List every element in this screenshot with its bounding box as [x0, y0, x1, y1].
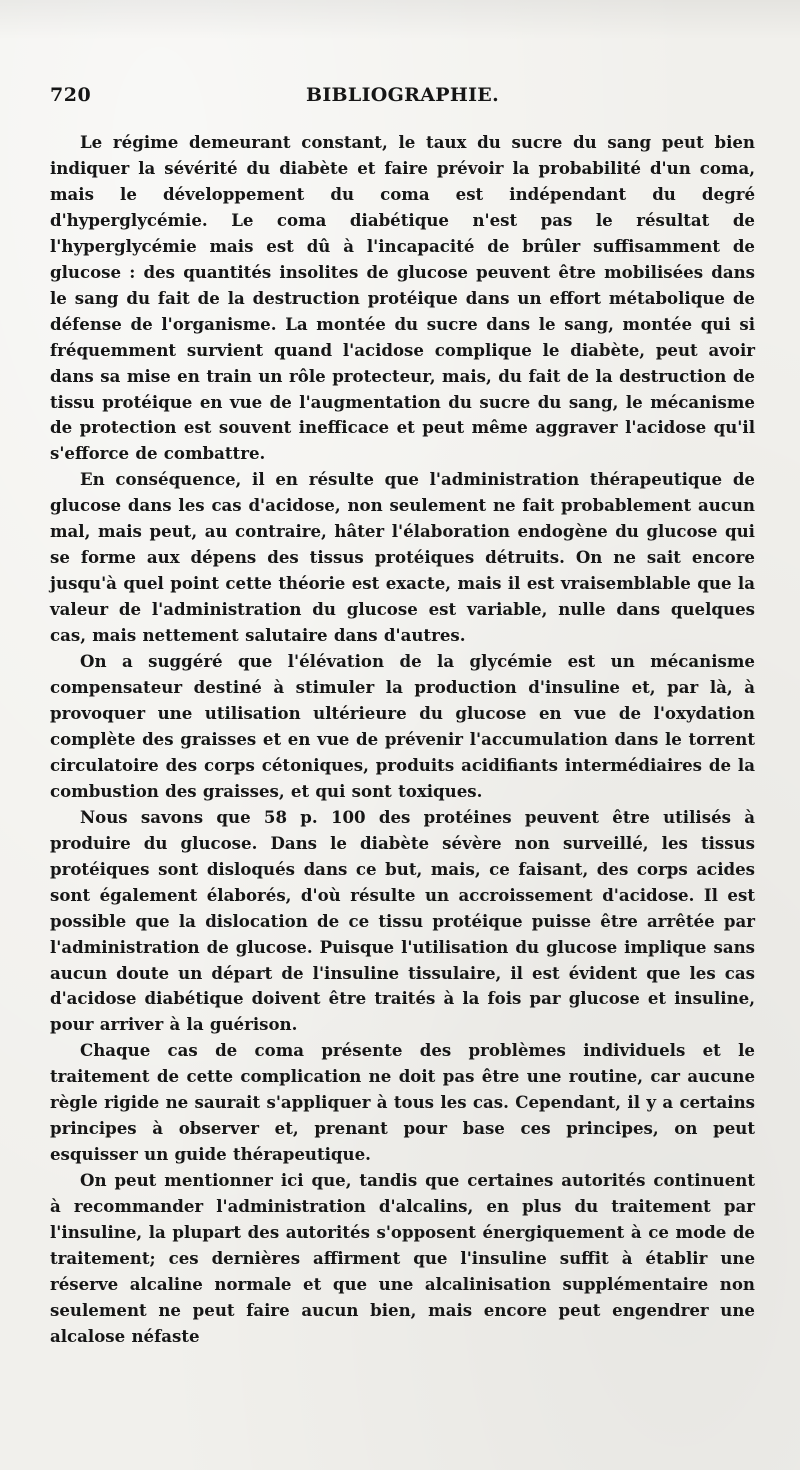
paragraph-5: Chaque cas de coma présente des problèmes individuels et le traitement de cette complication ne doit pas être une routine, car aucune règle rigide ne saurait s'appliquer à tous les cas. Cependant, il y a certains principes à observer et, prenant pour base ces principes, on peut esquisser un guide thérapeutique. — [50, 1040, 755, 1165]
paragraph-4: Nous savons que 58 p. 100 des protéines peuvent être utilisés à produire du glucose. Dans le diabète sévère non surveillé, les tissus protéiques sont disloqués dans ce but, mais, ce faisant, des corps acides sont également élaborés, d'où résulte un accroissement d'acidose. Il est possible que la dislocation de ce tissu protéique puisse être arrêtée par l'administration de glucose. Puisque l'utilisation du glucose implique sans aucun doute un départ de l'insuline tissulaire, il est évident que les cas d'acidose diabétique doivent être traités à la fois par glucose et insuline, pour arriver à la guérison. — [50, 806, 755, 1035]
paragraph-1: Le régime demeurant constant, le taux du sucre du sang peut bien indiquer la sévérité du diabète et faire prévoir la probabilité d'un coma, mais le développement du coma est indépendant du degré d'hyperglycémie. Le coma diabétique n'est pas le résultat de l'hyperglycémie mais est dû à l'incapacité de brûler suffisamment de glucose : des quantités insolites de glucose peuvent être mobilisées dans le sang du fait de la destruction protéique dans un effort métabolique de défense de l'organisme. La montée du sucre dans le sang, montée qui si fréquemment survient quand l'acidose complique le diabète, peut avoir dans sa mise en train un rôle protecteur, mais, du fait de la destruction de tissu protéique en vue de l'augmentation du sucre du sang, le mécanisme de protection est souvent inefficace et peut même aggraver l'acidose qu'il s'efforce de combattre. — [50, 132, 755, 464]
paragraph-6: On peut mentionner ici que, tandis que certaines autorités continuent à recommander l'administration d'alcalins, en plus du traitement par l'insuline, la plupart des autorités s'opposent énergiquement à ce mode de traitement; ces dernières affirment que l'insuline suffit à établir une réserve alcaline normale et que une alcalinisation supplémentaire non seulement ne peut faire aucun bien, mais encore peut engendrer une alcalose néfaste — [50, 1170, 755, 1346]
page-header — [50, 84, 755, 114]
page-number: 720 — [50, 84, 92, 106]
paragraph-3: On a suggéré que l'élévation de la glycémie est un mécanisme compensateur destiné à stimuler la production d'insuline et, par là, à provoquer une utilisation ultérieure du glucose en vue de l'oxydation complète des graisses et en vue de prévenir l'accumulation dans le torrent circulatoire des corps cétoniques, produits acidifiants intermédiaires de la combustion des graisses, et qui sont toxiques. — [50, 651, 755, 801]
scan-shadow — [0, 0, 800, 40]
body-text — [50, 130, 755, 1350]
running-head: BIBLIOGRAPHIE. — [306, 84, 499, 106]
paragraph-2: En conséquence, il en résulte que l'administration thérapeutique de glucose dans les cas d'acidose, non seulement ne fait probablement aucun mal, mais peut, au contraire, hâter l'élaboration endogène du glucose qui se forme aux dépens des tissus protéiques détruits. On ne sait encore jusqu'à quel point cette théorie est exacte, mais il est vraisemblable que la valeur de l'administration du glucose est variable, nulle dans quelques cas, mais nettement salutaire dans d'autres. — [50, 469, 755, 646]
